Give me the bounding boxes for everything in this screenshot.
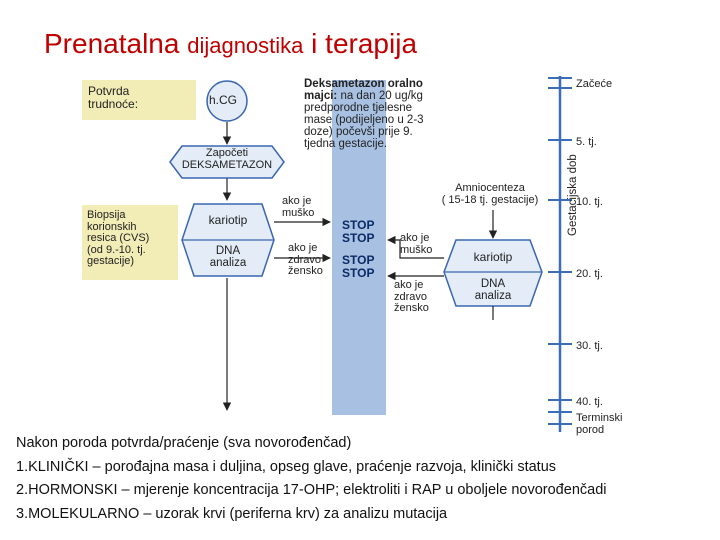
pregnancy-confirmation-label: Potvrda trudnoće:	[88, 84, 139, 111]
timeline-mark-30: 30. tj.	[576, 340, 603, 352]
stop-label: STOP	[342, 253, 375, 267]
stop-label: STOP	[342, 231, 375, 245]
timeline-mark-5: 5. tj.	[576, 136, 597, 148]
timeline-mark-20: 20. tj.	[576, 268, 603, 280]
start-dexamethasone-label: Započeti DEKSAMETAZON	[181, 147, 273, 171]
caption-line: 2.HORMONSKI – mjerenje koncentracija 17-OHP; elektroliti i RAP u oboljele novorođenčadi	[16, 482, 607, 498]
dexamethasone-note: Deksametazon oralno majci: na dan 20 ug/kg predporodne tjelesne mase (podijeljeno u 2-3 doze) počevši prije 9. tjedna gestacije.	[304, 78, 424, 151]
amniocentesis-label: Amniocenteza ( 15-18 tj. gestacije)	[441, 182, 539, 206]
hcg-label: h.CG	[209, 93, 238, 107]
stop-label: STOP	[342, 218, 375, 232]
timeline-mark-40: 40. tj.	[576, 396, 603, 408]
if-male-label-2: ako je muško	[400, 232, 433, 256]
timeline-axis-label: Gestacijska dob	[567, 154, 579, 236]
if-healthy-female-label-1: ako je zdravo žensko	[288, 242, 323, 278]
page-title: Prenatalna dijagnostika i terapija	[44, 28, 418, 59]
karyotype-label-1: kariotip	[208, 213, 248, 227]
timeline-end-label: Terminski porod	[576, 412, 623, 436]
karyotype-label-2: kariotip	[473, 250, 513, 264]
timeline-mark-conception: Začeće	[576, 78, 613, 90]
cvs-label: Biopsija korionskih resica (CVS) (od 9.-10. tj. gestacije)	[87, 209, 150, 268]
caption-text	[16, 432, 716, 526]
dna-analysis-label-2: DNA analiza	[474, 278, 512, 303]
dna-analysis-label-1: DNA analiza	[209, 245, 247, 270]
if-healthy-female-label-2: ako je zdravo žensko	[394, 279, 429, 315]
caption-line: Nakon poroda potvrda/praćenje (sva novorođenčad)	[16, 435, 352, 451]
caption-line: 3.MOLEKULARNO – uzorak krvi (periferna krv) za analizu mutacija	[16, 505, 448, 522]
if-male-label-1: ako je muško	[282, 195, 315, 219]
caption-line: 1.KLINIČKI – porođajna masa i duljina, opseg glave, praćenje razvoja, klinički status	[16, 458, 557, 475]
timeline-mark-10: 10. tj.	[576, 196, 603, 208]
stop-label: STOP	[342, 266, 375, 280]
